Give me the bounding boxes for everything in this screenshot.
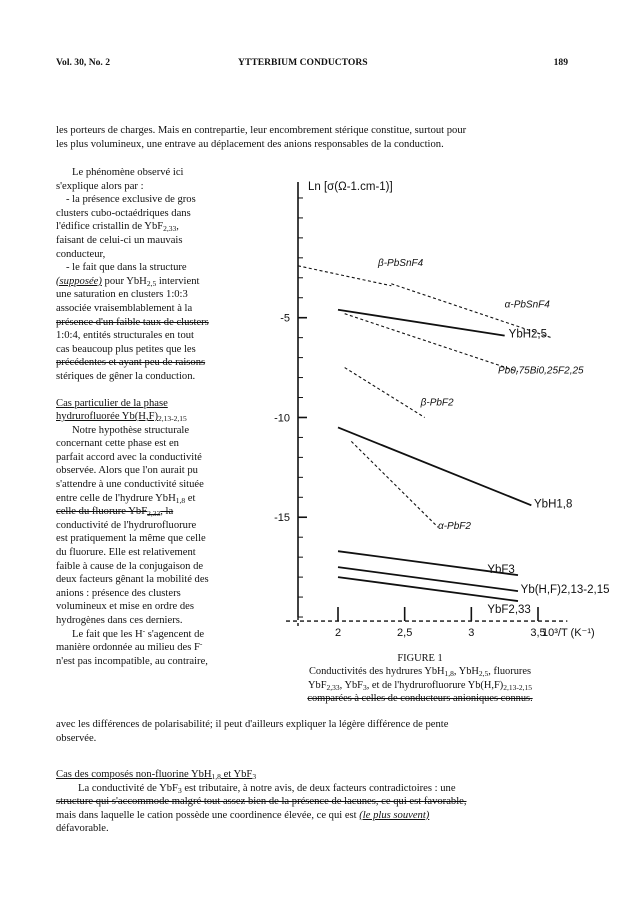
figure-caption: FIGURE 1 Conductivités des hydrures YbH$_{1,8}$, YbH$_{2,5}$, fluorures YbF$_{2,33}$, YbF$_3$, et de l'hydrurofluorure $Yb(H,F)_{2,13-2,15}$ comparées à celles de conducteurs anioniques connus. [262, 652, 578, 706]
x-tick-label: 3 [468, 627, 475, 640]
series-line [345, 314, 518, 372]
left-column-text: Le phénomène observé ici s'explique alors par : - la présence exclusive de gros clusters cubo-octaédriques dans l'édifice cristallin de YbF$_{2,33}$, faisant de celui-ci un mauvais conducteur, - le fait que dans la structure (supposée) pour YbH$_{2,5}$ intervient une saturation en clusters 1:0:3 associée vraisemblablement à la présence d'un faible taux de clusters 1:0:4, entités structurales en tout cas beaucoup plus petites que les précédentes et ayant peu de raisons stériques de gêner la conduction. Cas particulier de la phase hydrurofluorée $Yb(H,F)_{2,13-2,15}$ Notre hypothèse structurale concernant cette phase est en parfait accord avec la conductivité observée. Alors que l'on aurait pu s'attendre à une conductivité située entre celle de l'hydrure YbH$_{1,8}$ et celle du fluorure YbF$_{2,33}$, la conductivité de l'hydrurofluorure est pratiquement la même que celle du fluorure. Elle est relativement faible à cause de la conjugaison de deux facteurs gênant la mobilité des anions : présence des clusters volumineux et mise en ordre des hydrogènes dans ces derniers. Le fait que les H- s'agencent de manière ordonnée au milieu des F- n'est pas incompatible, au contraire, [56, 166, 264, 668]
x-axis-label: 10³/T (K⁻¹) [542, 627, 595, 640]
series-label: β-PbF2 [420, 397, 454, 409]
section-heading-hydrurofluoree: Cas particulier de la phase [56, 397, 168, 409]
series-line [338, 427, 531, 505]
figure-title: FIGURE 1 [397, 653, 443, 664]
running-header [56, 56, 568, 70]
running-title: YTTERBIUM CONDUCTORS [238, 57, 368, 68]
journal-volume: Vol. 30, No. 2 [56, 57, 111, 68]
series-line [345, 368, 425, 418]
continuation-paragraph: avec les différences de polarisabilité; il peut d'ailleurs expliquer la légère différence de pente observée. [56, 719, 449, 744]
series-line [338, 310, 505, 336]
series-label: YbF2,33 [487, 604, 531, 617]
page-number: 189 [553, 57, 568, 68]
series-label: Yb(H,F)2,13-2,15 [520, 584, 610, 597]
series-label: Pb0,75Bi0,25F2,25 [498, 365, 584, 377]
series-line [338, 577, 518, 601]
y-axis-label: Ln [σ(Ω-1.cm-1)] [308, 181, 393, 193]
series-label: α-PbSnF4 [504, 299, 550, 311]
series-line [351, 441, 438, 527]
x-tick-label: 2,5 [397, 627, 413, 640]
x-tick-label: 3,5 [530, 627, 546, 640]
series-label: YbH2,5 [508, 328, 548, 341]
series-label: α-PbF2 [438, 521, 471, 533]
x-tick-label: 2 [334, 627, 342, 640]
series-label: β-PbSnF4 [378, 257, 424, 269]
y-tick-label: -10 [274, 412, 290, 425]
section-heading-non-fluorine: Cas des composés non-fluorine YbH$_{1,8}$ et YbF$_3$ [56, 769, 257, 781]
series-label: YbF3 [487, 564, 515, 577]
series-label: YbH1,8 [534, 498, 573, 511]
intro-paragraph: les porteurs de charges. Mais en contrepartie, leur encombrement stérique constitue, surtout pour les plus volumineux, une entrave au déplacement des anions responsables de la conduction. [56, 125, 467, 150]
y-tick-label: -15 [274, 512, 290, 525]
y-tick-label: -5 [280, 312, 290, 325]
section-non-fluorine: Cas des composés non-fluorine YbH$_{1,8}$ et YbF$_3$ La conductivité de YbF$_3$ est tributaire, à notre avis, de deux facteurs contradictoires : une structure qui s'accommode malgré tout assez bien de la présence de lacunes, ce qui est favorable, mais dans laquelle le cation possède une coordinence élevée, ce qui est (le plus souvent) défavorable. [56, 768, 568, 836]
conductivity-chart [268, 172, 610, 642]
